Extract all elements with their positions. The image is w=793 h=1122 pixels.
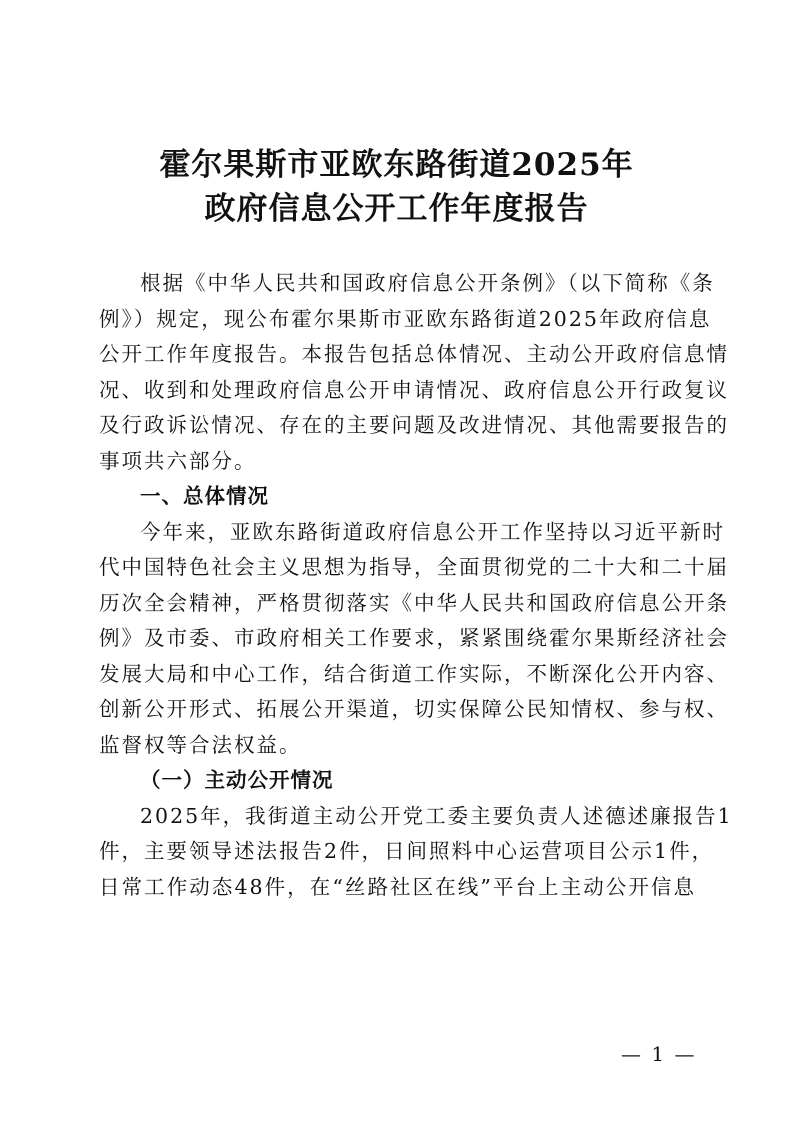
paragraph-line: 监督权等合法权益。 [99,732,302,757]
paragraph-line: 根据《中华人民共和国政府信息公开条例》（以下简称《条 [140,271,715,295]
document-body [99,266,733,905]
document-title-line-2: 政府信息公开工作年度报告 [204,191,589,227]
paragraph-line: 2025年，我街道主动公开党工委主要负责人述德述廉报告1 [140,803,733,828]
section1-paragraph [99,515,729,764]
paragraph-line: 历次全会精神，严格贯彻落实《中华人民共和国政府信息公开条 [99,590,729,615]
intro-paragraph [99,266,729,479]
subsection-heading: （一）主动公开情况 [140,768,334,792]
paragraph-line: 事项共六部分。 [99,448,257,473]
page-number: — 1 — [621,1042,697,1066]
paragraph-line: 代中国特色社会主义思想为指导，全面贯彻党的二十大和二十届 [99,555,729,579]
paragraph-line: 今年来，亚欧东路街道政府信息公开工作坚持以习近平新时 [140,519,725,544]
paragraph-line: 创新公开形式、拓展公开渠道，切实保障公民知情权、参与权、 [99,697,729,721]
paragraph-line: 例》及市委、市政府相关工作要求，紧紧围绕霍尔果斯经济社会 [99,626,729,650]
paragraph-line: 况、收到和处理政府信息公开申请情况、政府信息公开行政复议 [99,377,729,402]
paragraph-line: 公开工作年度报告。本报告包括总体情况、主动公开政府信息情 [99,342,729,366]
section-heading: 一、总体情况 [140,484,269,508]
subsection1-paragraph [99,799,733,906]
paragraph-line: 及行政诉讼情况、存在的主要问题及改进情况、其他需要报告的 [99,413,729,437]
paragraph-line: 发展大局和中心工作，结合街道工作实际，不断深化公开内容、 [99,661,729,686]
document-title-line-1: 霍尔果斯市亚欧东路街道2025年 [159,147,634,183]
paragraph-line: 件，主要领导述法报告2件，日间照料中心运营项目公示1件， [99,839,715,863]
paragraph-line: 例》）规定，现公布霍尔果斯市亚欧东路街道2025年政府信息 [99,306,712,331]
paragraph-line: 日常工作动态48件，在“丝路社区在线”平台上主动公开信息 [99,874,696,899]
